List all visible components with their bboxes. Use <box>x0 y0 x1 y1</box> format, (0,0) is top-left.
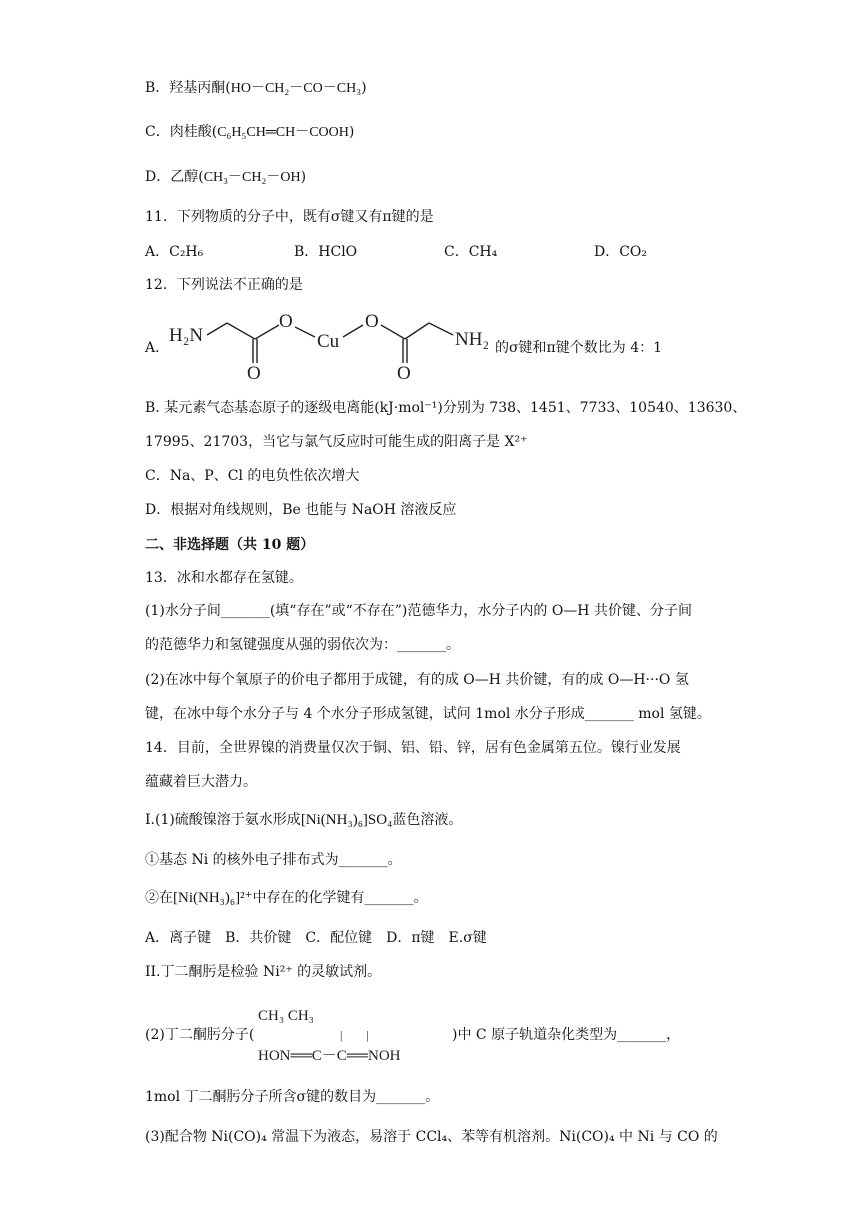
q14-subquestion-2: ②在[Ni(NH₃)₆]²⁺中存在的化学键有_______。 <box>145 890 428 906</box>
q12-option-b-line2: 17995、21703，当它与氯气反应时可能生成的阳离子是 X²⁺ <box>145 434 528 450</box>
q11-option-b: B．HClO <box>294 244 358 260</box>
copper-label: Cu <box>317 331 340 352</box>
section-heading-non-choice: 二、非选择题（共 10 题） <box>145 537 315 553</box>
question-14-title-line1: 14．目前，全世界镍的消费量仅次于铜、铝、铅、锌，居有色金属第五位。镍行业发展 <box>145 740 681 756</box>
carbonyl-oxygen-2: O <box>397 363 411 380</box>
h2n-label: H₂N <box>169 325 204 346</box>
q14-part3: (3)配合物 Ni(CO)₄ 常温下为液态，易溶于 CCl₄、苯等有机溶剂。Ni(CO)₄ 中 Ni 与 CO 的 <box>145 1129 718 1145</box>
q14-part2-prefix: (2)丁二酮肟分子( <box>145 1027 255 1043</box>
dmg-vertical-bonds: | | <box>340 1028 369 1042</box>
q12-option-a-prefix: A． <box>145 340 170 356</box>
q14-part1: I.(1)硫酸镍溶于氨水形成[Ni(NH₃)₆]SO₄蓝色溶液。 <box>145 812 463 828</box>
question-14-title-line2: 蕴藏着巨大潜力。 <box>145 774 257 790</box>
q11-option-c: C．CH₄ <box>444 244 498 260</box>
question-11: 11．下列物质的分子中，既有σ键又有π键的是 <box>145 209 434 225</box>
oxygen-label-1: O <box>279 311 293 332</box>
question-12: 12．下列说法不正确的是 <box>145 277 303 293</box>
q13-part1-line2: 的范德华力和氢键强度从强的弱依次为：_______。 <box>145 637 460 653</box>
nh2-label: NH₂ <box>455 329 490 350</box>
q14-bond-options: A．离子键 B．共价键 C．配位键 D．π键 E.σ键 <box>145 930 487 946</box>
oxygen-label-2: O <box>365 311 379 332</box>
q12-option-b-line1: B. 某元素气态基态原子的逐级电离能(kJ·mol⁻¹)分别为 738、1451、7733、10540、13630、 <box>145 400 747 416</box>
q13-part2-line1: (2)在冰中每个氧原子的价电子都用于成键，有的成 O—H 共价键，有的成 O—H···O 氢 <box>145 672 689 688</box>
option-b-hydroxyacetone: B．羟基丙酮(HO－CH₂－CO－CH₃) <box>145 80 367 96</box>
q12-option-d: D．根据对角线规则，Be 也能与 NaOH 溶液反应 <box>145 502 457 518</box>
carbonyl-oxygen-1: O <box>247 363 261 380</box>
option-d-ethanol: D．乙醇(CH₃－CH₂－OH) <box>145 169 307 185</box>
q13-part2-line2: 键，在冰中每个水分子与 4 个水分子形成氢键，试问 1mol 水分子形成_______ mol 氢键。 <box>145 706 711 722</box>
q14-part2-suffix: )中 C 原子轨道杂化类型为_______， <box>452 1027 681 1043</box>
q13-part1-line1: (1)水分子间_______(填“存在”或“不存在”)范德华力，水分子内的 O—H 共价键、分子间 <box>145 603 692 619</box>
q14-subquestion-1: ①基态 Ni 的核外电子排布式为_______。 <box>145 852 402 868</box>
q14-part2-line2: 1mol 丁二酮肟分子所含σ键的数目为_______。 <box>145 1089 440 1105</box>
q11-option-d: D．CO₂ <box>594 244 648 260</box>
q14-part2-intro: II.丁二酮肟是检验 Ni²⁺ 的灵敏试剂。 <box>145 964 382 980</box>
question-13-title: 13．冰和水都存在氢键。 <box>145 570 303 586</box>
dmg-methyl-groups: CH₃ CH₃ <box>258 1008 314 1024</box>
q11-option-a: A．C₂H₆ <box>145 244 204 260</box>
q12-option-c: C．Na、P、Cl 的电负性依次增大 <box>145 468 360 484</box>
option-c-cinnamic-acid: C．肉桂酸(C₆H₅CH═CH－COOH) <box>145 124 355 140</box>
dmg-backbone: HON══C－C══NOH <box>258 1048 401 1064</box>
q12-option-a-suffix: 的σ键和π键个数比为 4：1 <box>495 340 663 356</box>
glycinate-copper-structure <box>165 305 505 380</box>
